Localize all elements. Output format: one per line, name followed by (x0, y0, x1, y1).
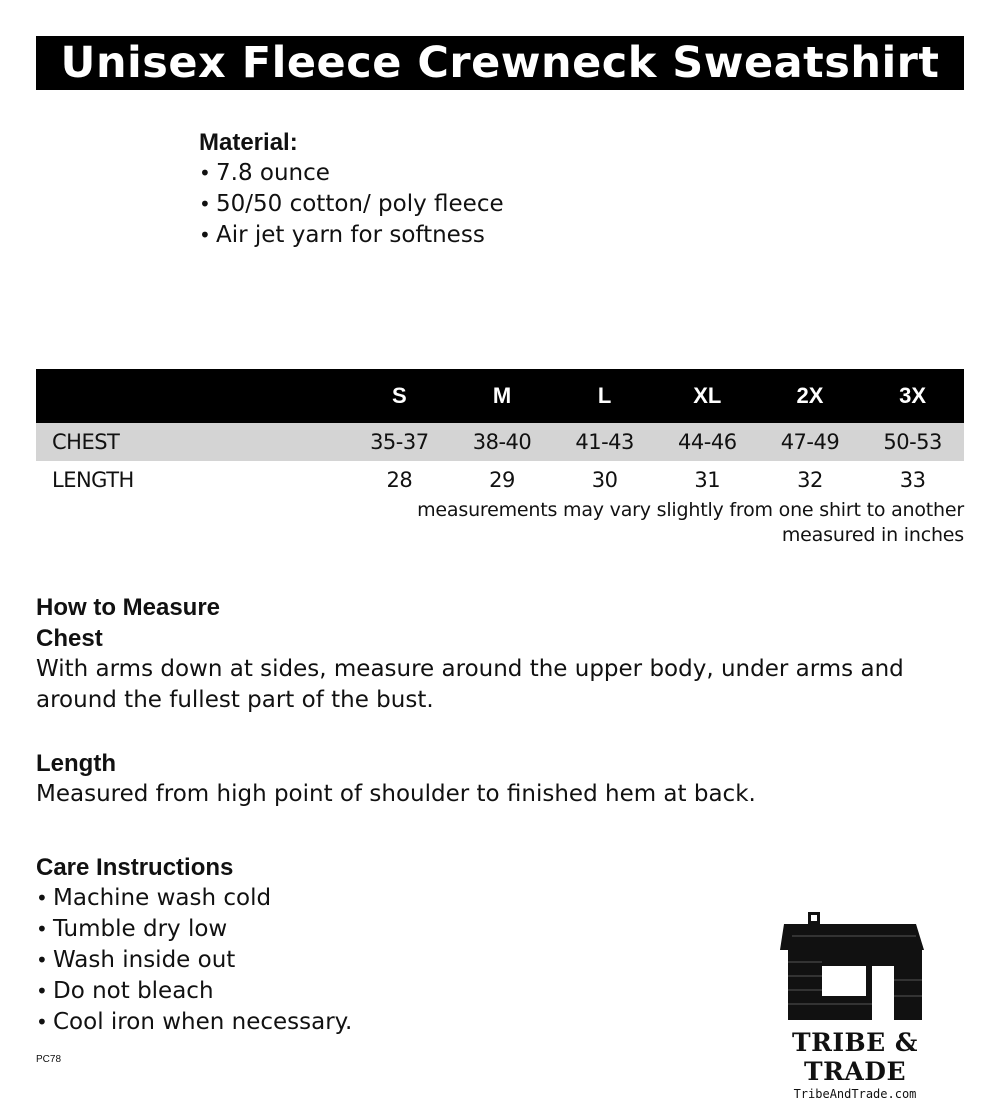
length-instructions: Measured from high point of shoulder to finished hem at back. (36, 781, 756, 807)
bullet-icon: • (36, 948, 48, 972)
size-chart-table (36, 369, 964, 499)
units-note: measured in inches (781, 524, 964, 546)
size-header-m: M (492, 383, 512, 408)
care-item: • Cool iron when necessary. (36, 1007, 964, 1038)
how-to-measure-section (36, 592, 964, 716)
row-label: CHEST (52, 430, 120, 454)
table-cell: 35-37 (370, 430, 429, 454)
care-heading: Care Instructions (36, 854, 234, 881)
size-header-xl: XL (693, 383, 722, 408)
header-blank-cell (36, 369, 348, 423)
care-item: • Wash inside out (36, 945, 964, 976)
material-list (199, 158, 504, 251)
material-item: • Air jet yarn for softness (199, 220, 504, 251)
table-cell: 31 (694, 468, 721, 492)
size-header-3x: 3X (899, 383, 927, 408)
material-item: • 7.8 ounce (199, 158, 504, 189)
table-cell: 41-43 (575, 430, 634, 454)
bullet-icon: • (199, 161, 211, 185)
table-cell: 32 (797, 468, 823, 492)
bullet-icon: • (36, 979, 48, 1003)
bullet-icon: • (36, 917, 48, 941)
size-header-s: S (391, 383, 407, 408)
size-header-row (36, 369, 964, 423)
row-label: LENGTH (52, 468, 134, 492)
table-cell: 50-53 (883, 430, 942, 454)
table-cell: 29 (489, 468, 515, 492)
product-code: PC78 (36, 1054, 62, 1065)
size-header-l: L (597, 383, 612, 408)
brand-logo (744, 910, 966, 1101)
how-to-measure-heading: How to Measure (36, 594, 221, 621)
material-heading: Material: (199, 129, 298, 156)
bullet-icon: • (36, 1010, 48, 1034)
brand-url: TribeAndTrade.com (793, 1087, 917, 1101)
bullet-icon: • (199, 223, 211, 247)
size-header-2x: 2X (796, 383, 824, 408)
length-section (36, 748, 964, 810)
table-row-chest (36, 423, 964, 461)
care-item: • Machine wash cold (36, 883, 964, 914)
brand-name: TRIBE & TRADE (791, 1028, 919, 1086)
measurement-note: measurements may vary slightly from one shirt to another (417, 499, 964, 521)
material-item: • 50/50 cotton/ poly fleece (199, 189, 504, 220)
length-heading: Length (36, 750, 116, 777)
material-section (199, 127, 504, 251)
table-cell: 33 (899, 468, 926, 492)
bullet-icon: • (199, 192, 211, 216)
house-logo-icon (780, 910, 928, 1022)
table-cell: 38-40 (472, 430, 532, 454)
table-row-length (36, 461, 964, 499)
chest-heading: Chest (36, 625, 103, 652)
table-cell: 44-46 (678, 430, 737, 454)
table-cell: 47-49 (780, 430, 840, 454)
chest-instructions: With arms down at sides, measure around the upper body, under arms and around the fullest part of the bust. (36, 656, 904, 713)
table-cell: 28 (386, 468, 413, 492)
page-title: Unisex Fleece Crewneck Sweatshirt (36, 36, 964, 90)
care-item: • Do not bleach (36, 976, 964, 1007)
table-cell: 30 (591, 468, 618, 492)
care-item: • Tumble dry low (36, 914, 964, 945)
bullet-icon: • (36, 886, 48, 910)
